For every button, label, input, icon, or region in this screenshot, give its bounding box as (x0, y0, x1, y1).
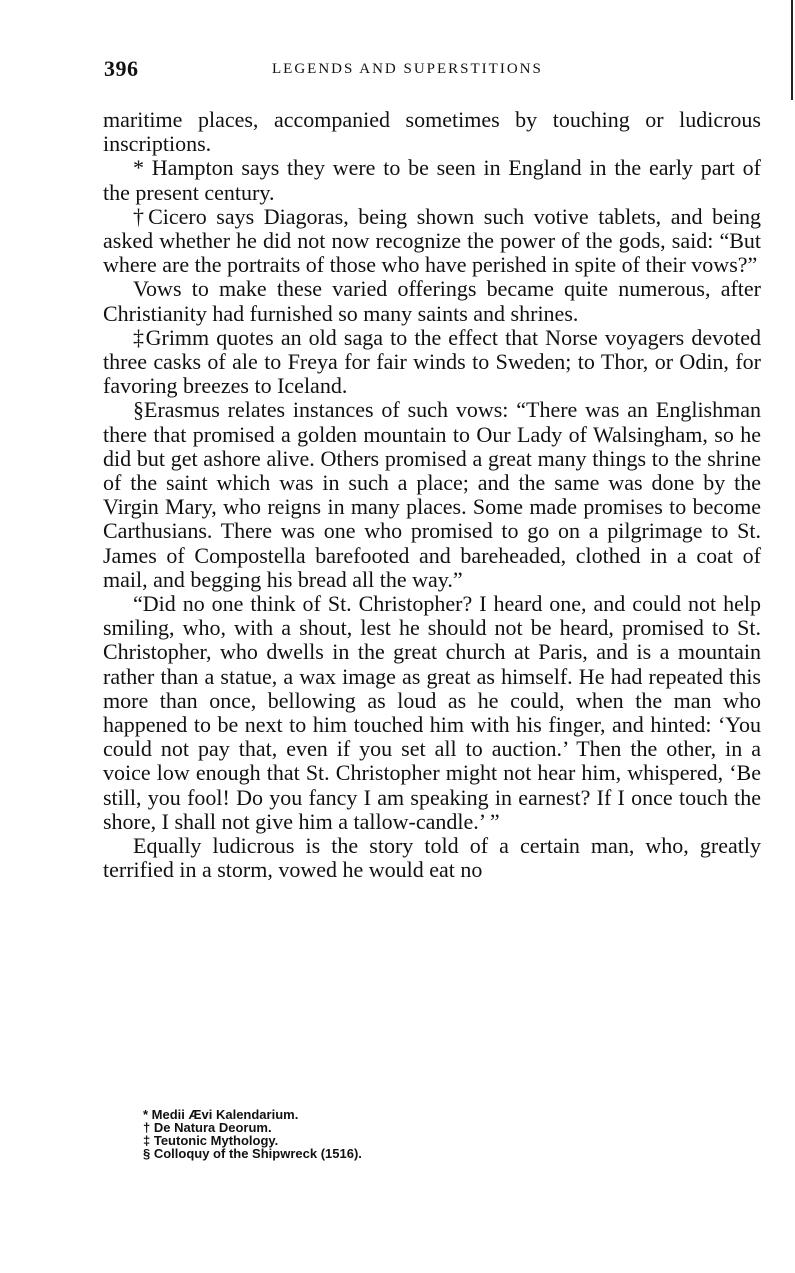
paragraph-cicero: †Cicero says Diagoras, being shown such votive tablets, and being asked whether he did not now recognize the power of the gods, said: “But where are the portraits of those who have perished in spite of their vows?” (103, 203, 761, 278)
paragraph-equally-ludicrous: Equally ludicrous is the story told of a certain man, who, greatly terrified in a storm, vowed he would eat no (103, 833, 761, 883)
paragraph-vows: Vows to make these varied offerings became quite numerous, after Christianity had furnished so many saints and shrines. (103, 276, 761, 326)
paragraph-hampton: * Hampton says they were to be seen in England in the early part of the present century. (103, 155, 761, 205)
footnote: § Colloquy of the Shipwreck (1516). (143, 1146, 362, 1161)
footnote: † De Natura Deorum. (143, 1120, 272, 1135)
running-head-title: LEGENDS AND SUPERSTITIONS (272, 61, 543, 77)
page-edge-rule (791, 0, 793, 100)
page-number: 396 (104, 56, 139, 81)
footnotes (143, 1108, 362, 1160)
footnote: ‡ Teutonic Mythology. (143, 1133, 279, 1148)
paragraph-st-christopher: “Did no one think of St. Christopher? I heard one, and could not help smiling, who, with a shout, lest he should not be heard, promised to St. Christopher, who dwells in the great church at Paris, and is a mountain rather than a statue, a wax image as great as himself. He had repeated this more than once, bellowing as loud as he could, when the man who happened to be next to him touched him with his finger, and hinted: ‘You could not pay that, even if you set all to auction.’ Then the other, in a voice low enough that St. Christopher might not hear him, whispered, ‘Be still, you fool! Do you fancy I am speaking in earnest? If I once touch the shore, I shall not give him a tallow-candle.’ ” (103, 591, 761, 834)
paragraph-erasmus: §Erasmus relates instances of such vows: “There was an Englishman there that promised a golden mountain to Our Lady of Walsingham, so he did but get ashore alive. Others promised a great many things to the shrine of the saint which was in such a place; and the same was done by the Virgin Mary, who reigns in many places. Some made promises to become Carthusians. There was one who promised to go on a pilgrimage to St. James of Compostella barefooted and bareheaded, clothed in a coat of mail, and begging his bread all the way.” (103, 397, 761, 592)
body-text (103, 108, 761, 883)
paragraph-maritime-places: maritime places, accompanied sometimes by touching or ludicrous inscriptions. (103, 107, 761, 157)
paragraph-grimm: ‡Grimm quotes an old saga to the effect that Norse voyagers devoted three casks of ale to Freya for fair winds to Sweden; to Thor, or Odin, for favoring breezes to Iceland. (103, 324, 761, 399)
running-head (104, 52, 760, 82)
footnote: * Medii Ævi Kalendarium. (143, 1107, 299, 1122)
